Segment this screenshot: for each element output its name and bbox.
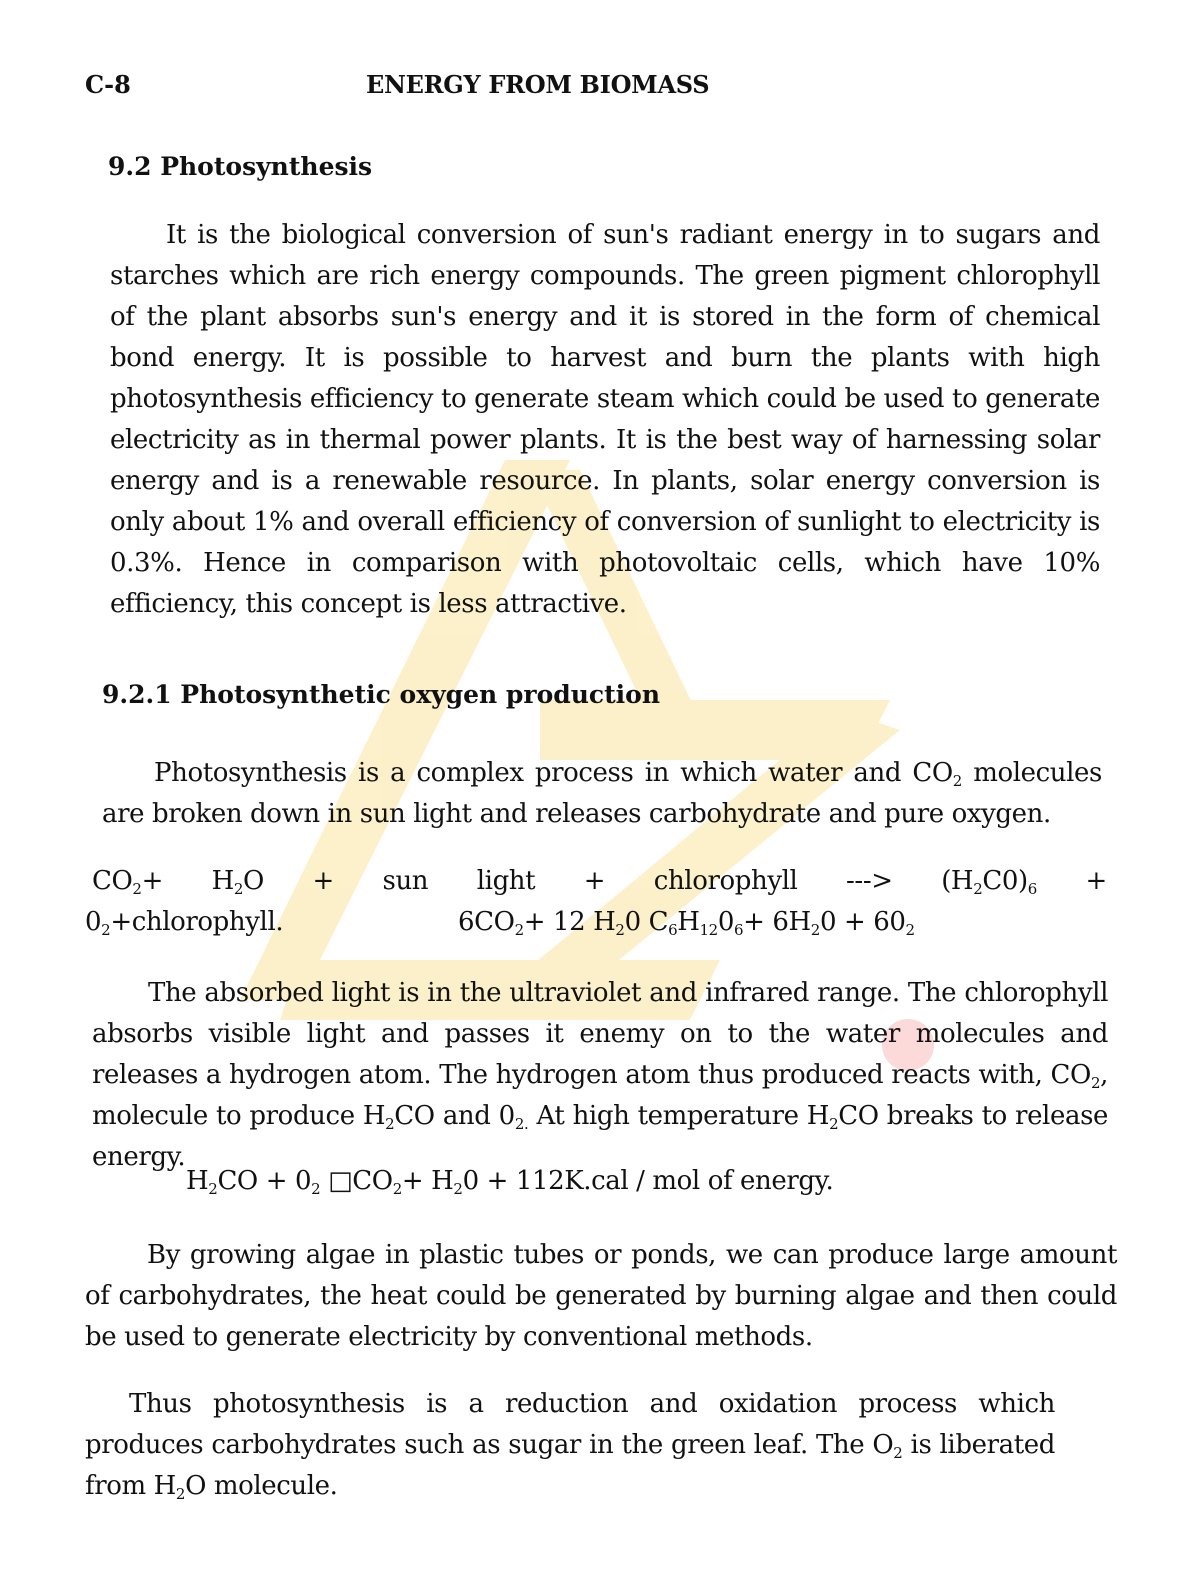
paragraph-intro: Photosynthesis is a complex process in which water and $CO_2$ molecules are broken down in sun light and releases carbohydrate and pure oxygen. [102,758,1102,829]
equation-photosynthesis-line2-a: $0_2+chlorophyll$. [85,907,284,939]
equation-photosynthesis-line1: $CO_2+$ $H_2O$ + sun light + chlorophyll ---> $(H_2C0)_6$ + [92,866,1107,898]
equation-energy-release: $H_2CO + 0_2$ $□CO_2+ H_20 + 112K.cal$ / mol of energy. [186,1166,834,1198]
chapter-title: ENERGY FROM BIOMASS [366,70,710,99]
equation-photosynthesis-line2-b: $6CO_2+ 12$ $H_20$ $C_6H_{12}0_6+ 6H_20 + 60_2$ [458,907,915,939]
section-heading-9-2: 9.2 Photosynthesis [108,152,373,181]
paragraph-photosynthesis [110,215,1100,625]
paragraph-conclusion: Thus photosynthesis is a reduction and oxidation process which produces carbohydrates such as sugar in the green leaf. The $O_2$ is liberated from $H_2O$ molecule. [85,1389,1055,1503]
paragraph-absorbed-light: The absorbed light is in the ultraviolet and infrared range. The chlorophyll absorbs visible light and passes it enemy on to the water molecules and releases a hydrogen atom. The hydrogen atom thus produced reacts with, $CO_2$, molecule to produce $H_2CO$ and $0_{2.}$ At high temperature $H_2CO$ breaks to release energy. [92,978,1108,1172]
watermark-z-top [540,700,890,760]
paragraph-text: It is the biological conversion of sun's radiant energy in to sugars and starches which are rich energy compounds. The green pigment chlorophyll of the plant absorbs sun's energy and it is stored in the form of chemical bond energy. It is possible to harvest and burn the plants with high photosynthesis efficiency to generate steam which could be used to generate electricity as in thermal power plants. It is the best way of harnessing solar energy and is a renewable resource. In plants, solar energy conversion is only about 1% and overall efficiency of conversion of sunlight to electricity is 0.3%. Hence in comparison with photovoltaic cells, which have 10% efficiency, this concept is less attractive. [110,220,1100,619]
paragraph-algae: By growing algae in plastic tubes or ponds, we can produce large amount of carbohydrates, the heat could be generated by burning algae and then could be used to generate electricity by conventional methods. [85,1240,1117,1352]
page-number: C-8 [85,70,131,99]
section-heading-9-2-1: 9.2.1 Photosynthetic oxygen production [102,680,661,709]
